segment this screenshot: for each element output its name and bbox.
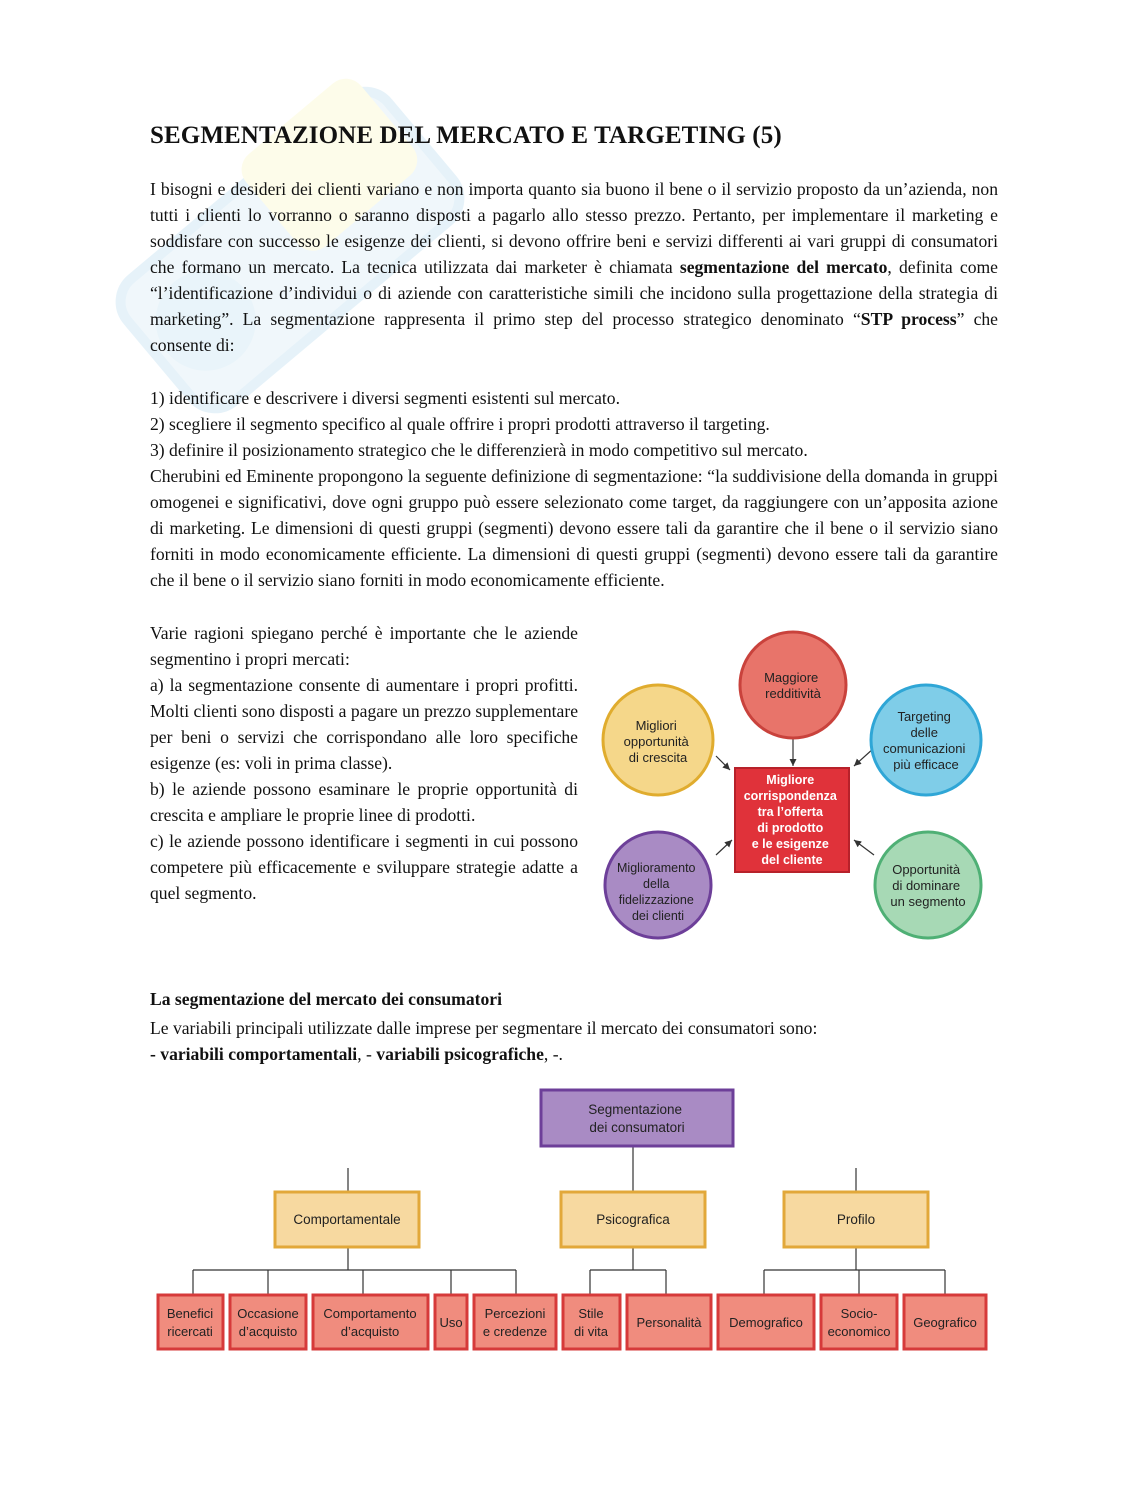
svg-text:Occasioned’acquisto: Occasione d’acquisto — [237, 1306, 299, 1339]
leaf-stile-di-vita — [563, 1295, 620, 1349]
bold-stp-process: STP process — [860, 309, 957, 329]
svg-text:Uso: Uso — [439, 1315, 463, 1330]
intro-paragraph — [150, 176, 998, 358]
dash: - — [150, 1044, 161, 1064]
bold-var-comportamentali: variabili comportamentali — [160, 1044, 358, 1064]
svg-text:Migliori opportunità: Migliori opportunità di crescita — [623, 718, 689, 765]
branch-profilo — [784, 1192, 928, 1247]
svg-text:Personalità: Personalità — [636, 1315, 702, 1330]
leaf-demografico — [718, 1295, 814, 1349]
svg-text:Comportamentale: Comportamentale — [293, 1212, 401, 1227]
svg-text:Segmentazione dei consum: Segmentazione dei consumatori — [588, 1102, 685, 1135]
intro-text-3: ” che consente di: — [150, 309, 998, 355]
circle-miglioramento-fidelizzazione — [605, 832, 711, 938]
steps-list — [150, 385, 998, 463]
circle-maggiore-redditivita — [740, 632, 846, 738]
svg-text:Geografico: Geografico — [913, 1315, 977, 1330]
leaf-socio-economico — [821, 1295, 897, 1349]
center-box-migliore-corrispondenza — [735, 768, 849, 872]
section-title: La segmentazione del mercato dei consumatori — [150, 989, 502, 1009]
svg-text:Migliore corrispondenza: Migliore corrispondenza tra l’offerta di prodotto e le esigenze del cliente — [743, 773, 837, 867]
reason-a: a) la segmentazione consente di aumentare i propri profitti. Molti clienti sono disposti a pagare un prezzo supplementare per beni o servizi che corrispondano alle loro specifiche esigenze (es: voli in prima classe). — [150, 675, 578, 773]
svg-text:Comportamentod’acquisto: Comportamento d’acquisto — [323, 1306, 417, 1339]
segmentation-tree — [150, 1085, 1000, 1360]
branch-comportamentale — [275, 1192, 419, 1247]
leaf-personalita — [627, 1295, 711, 1349]
intro-text-2: , definita come “l’identificazione d’individui o di aziende con caratteristiche simili che incidono sulla progettazione della strategia di marketing”. La segmentazione rappresenta il primo step del processo strategico denominato “ — [150, 257, 998, 329]
circle-targeting-comunicazioni — [871, 685, 981, 795]
leaf-uso — [435, 1295, 467, 1349]
svg-text:Beneficiricercati: Benefici ricercati — [166, 1306, 214, 1339]
section-text — [150, 1015, 998, 1067]
svg-text:Socio-economico: Socio-economico — [827, 1306, 891, 1339]
section-text-line: Le variabili principali utilizzate dalle imprese per segmentare il mercato dei consumatori sono: — [150, 1018, 818, 1038]
cherubini-paragraph: Cherubini ed Eminente propongono la seguente definizione di segmentazione: “la suddivisione della domanda in gruppi omogenei e significativi, dove ogni gruppo può essere selezionato come target, da raggiungere con un’apposita azione di marketing. Le dimensioni di questi gruppi (segmenti) devono essere tali da garantire che il bene o il servizio siano forniti in modo economicamente efficiente. La dimensioni di questi gruppi (segmenti) devono essere tali da garantire che il bene o il servizio siano forniti in modo economicamente efficiente. — [150, 466, 998, 590]
svg-text:Miglioramento della: Miglioramento della fidelizzazione dei clienti — [617, 861, 696, 923]
bold-var-psicografiche: variabili psicografiche — [376, 1044, 544, 1064]
svg-text:Opportunità di dominare: Opportunità di dominare un segmento — [890, 862, 966, 909]
tree-root — [541, 1090, 733, 1146]
step-item: 2) scegliere il segmento specifico al quale offrire i propri prodotti attraverso il targeting. — [150, 414, 770, 434]
svg-text:Percezionie credenze: Percezioni e credenze — [482, 1306, 548, 1339]
leaf-percezioni-credenze — [474, 1295, 556, 1349]
page-title: SEGMENTAZIONE DEL MERCATO E TARGETING (5) — [150, 122, 782, 149]
reasons-block — [150, 620, 578, 906]
svg-text:Stiledi vita: Stile di vita — [574, 1306, 608, 1339]
leaf-benefici-ricercati — [158, 1295, 223, 1349]
tail: , -. — [543, 1044, 563, 1064]
leaf-geografico — [904, 1295, 986, 1349]
svg-text:Maggiore redditività: Maggiore redditività — [764, 670, 821, 701]
separator: , - — [357, 1044, 377, 1064]
svg-text:Psicografica: Psicografica — [596, 1212, 670, 1227]
branch-psicografica — [561, 1192, 705, 1247]
reason-b: b) le aziende possono esaminare le proprie opportunità di crescita e ampliare le proprie linee di prodotti. — [150, 779, 578, 825]
benefits-diagram — [598, 630, 998, 950]
leaf-occasione-acquisto — [230, 1295, 306, 1349]
intro-text-1: I bisogni e desideri dei clienti variano e non importa quanto sia buono il bene o il servizio proposto da un’azienda, non tutti i clienti lo vorranno o saranno disposti a pagarlo allo stesso prezzo. Pertanto, per implementare il marketing e soddisfare con successo le esigenze dei clienti, si devono offrire beni e servizi differenti ai vari gruppi di consumatori che formano un mercato. La tecnica utilizzata dai marketer è chiamata — [150, 179, 998, 277]
circle-opportunita-dominare — [875, 832, 981, 938]
bold-segmentazione: segmentazione del mercato — [679, 257, 888, 277]
reasons-intro: Varie ragioni spiegano perché è importante che le aziende segmentino i propri mercati: — [150, 623, 578, 669]
svg-text:Targeting delle co: Targeting delle comunicazioni più efficace — [883, 709, 966, 772]
svg-text:Demografico: Demografico — [729, 1315, 803, 1330]
leaf-comportamento-acquisto — [313, 1295, 428, 1349]
step-item: 1) identificare e descrivere i diversi segmenti esistenti sul mercato. — [150, 388, 620, 408]
reason-c: c) le aziende possono identificare i segmenti in cui possono competere più efficacemente e sviluppare strategie adatte a quel segmento. — [150, 831, 578, 903]
circle-migliori-opportunita — [603, 685, 713, 795]
step-item: 3) definire il posizionamento strategico che le differenzierà in modo competitivo sul mercato. — [150, 440, 808, 460]
section-variables-line — [150, 1041, 998, 1067]
svg-text:Profilo: Profilo — [836, 1212, 876, 1227]
